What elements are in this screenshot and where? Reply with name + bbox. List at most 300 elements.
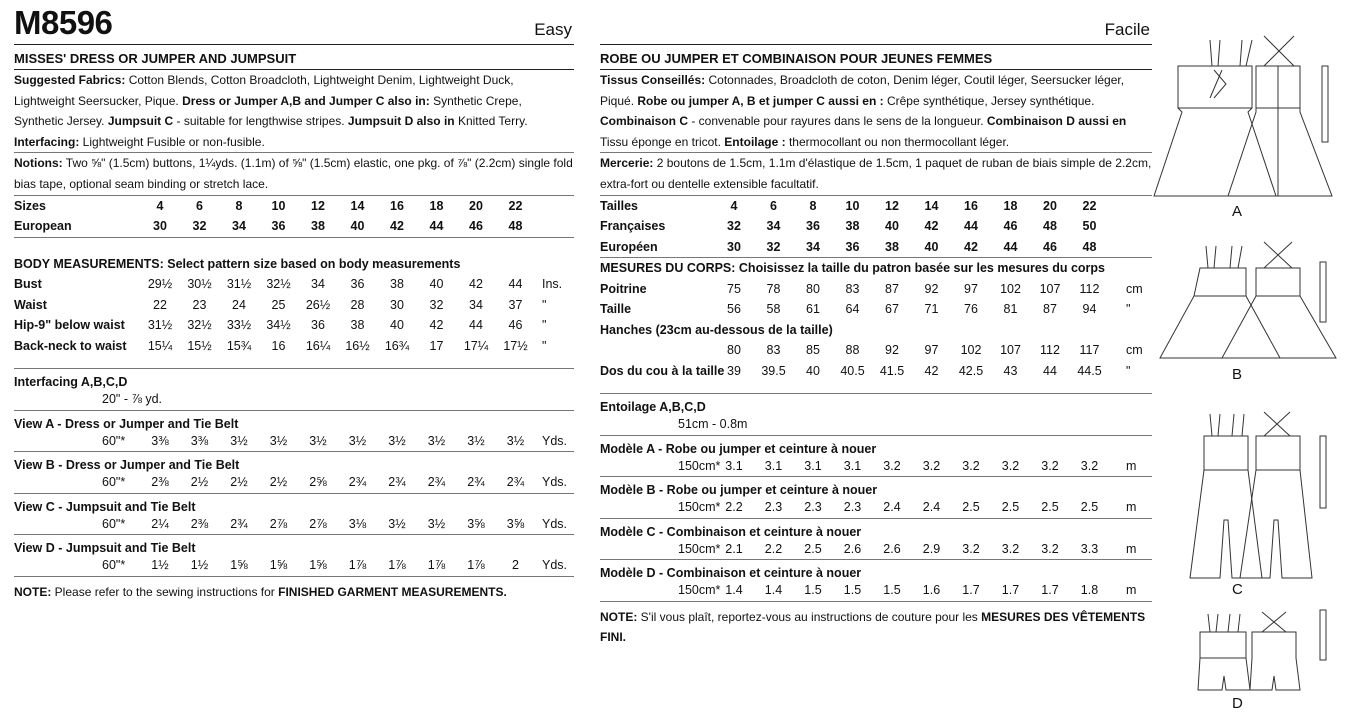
table-cell: 3½ [506,433,525,448]
table-cell: 41.5 [879,363,905,378]
table-cell: 44.5 [1077,363,1102,378]
note [14,577,574,602]
table-row [600,320,1152,341]
table-cell: 1.6 [922,583,941,598]
table-cell: 3.2 [883,458,901,473]
table-row [14,216,574,237]
table-cell: 23 [192,297,207,312]
table-cell: 18 [429,198,444,213]
unit-label: Yds. [542,433,568,448]
table-cell: 97 [924,343,939,358]
table-cell: 2¾ [467,475,485,490]
table-cell: 78 [766,281,781,296]
table-cell: 16 [390,198,404,213]
table-cell: 3⅜ [151,433,169,448]
row-label: Bust [14,277,42,292]
view-section [600,436,1152,478]
table-cell: 85 [806,343,820,358]
table-cell: 40 [390,318,404,333]
body-measurements-title: MESURES DU CORPS: Choisissez la taille du patron basée sur les mesures du corps [600,261,1106,276]
table-cell: 2.5 [1041,500,1059,515]
yardage-row [600,497,1152,518]
fabric-width: 150cm* [678,458,721,473]
text-run: Combinaison C [600,114,689,129]
table-cell: 44 [964,219,978,234]
interfacing-section [600,394,1152,436]
table-cell: 88 [845,343,860,358]
table-cell: 1⅞ [427,558,446,573]
text-run: Synthetic Crepe, Synthetic Jersey. [14,93,522,129]
table-cell: 2⅜ [190,516,209,531]
table-cell: 83 [845,281,860,296]
text-run: NOTE: [600,609,638,624]
table-cell: 16 [964,198,978,213]
unit-label: cm [1126,281,1143,296]
table-cell: 2¾ [388,475,406,490]
table-cell: 39 [727,363,741,378]
text-run: Robe ou jumper A, B et jumper C aussi en : [637,93,884,108]
table-cell: 20 [1043,198,1057,213]
text-run: Notions: [14,156,63,171]
table-cell: 29½ [147,277,173,292]
table-cell: 32 [429,297,444,312]
table-row [600,279,1152,300]
table-cell: 3.2 [1001,541,1020,556]
table-cell: 38 [390,277,404,292]
view-section [600,560,1152,602]
table-cell: 1½ [151,558,169,573]
yardage-views [14,411,574,577]
table-cell: 3½ [427,516,446,531]
unit-label: " [542,297,547,312]
table-cell: 15¾ [226,338,252,353]
table-cell: 80 [727,343,741,358]
view-heading: Modèle D - Combinaison et ceinture à nouer [600,566,862,581]
table-cell: 3.2 [922,458,941,473]
difficulty-label: Facile [1104,20,1150,39]
unit-label: Yds. [542,516,568,531]
table-cell: 3.2 [1001,458,1020,473]
text-run: FINISHED GARMENT MEASUREMENTS. [278,584,507,599]
unit-label: Ins. [542,277,563,292]
table-cell: 32½ [187,318,212,333]
yardage-row [14,555,574,576]
table-cell: 1.7 [962,583,980,598]
table-cell: 1.4 [725,583,743,598]
table-row [600,237,1152,258]
row-label: Hanches (23cm au-dessous de la taille) [600,322,833,337]
table-cell: 94 [1082,302,1097,317]
table-cell: 2.3 [764,500,783,515]
unit-label: m [1126,500,1137,515]
table-cell: 61 [806,302,820,317]
text-run: S'il vous plaît, reportez-vous au instructions de couture pour les [637,609,982,624]
table-cell: 16½ [345,338,370,353]
table-cell: 1⅝ [309,558,327,573]
table-cell: 2 [512,558,519,573]
table-cell: 17¼ [463,338,489,353]
view-d-back-sketch [1250,612,1300,690]
table-cell: 4 [730,198,738,213]
table-cell: 81 [1003,302,1018,317]
table-cell: 40 [350,219,365,234]
view-heading: View C - Jumpsuit and Tie Belt [14,499,196,514]
note [600,602,1152,647]
text-run: NOTE: [14,584,52,599]
fabrics-paragraph [600,70,1152,153]
table-cell: 6 [196,198,203,213]
table-cell: 2½ [190,475,209,490]
view-illustrations [1152,0,1366,717]
text-run: Cotton Blends, Cotton Broadcloth, Lightweight Denim, Lightweight Duck, Lightweight Seersucker, Pique. [14,73,514,108]
table-cell: 44 [1003,239,1018,254]
table-cell: 112 [1079,281,1100,296]
spacer [14,356,574,368]
view-b-belt-sketch [1320,262,1326,322]
fabric-width: 60"* [102,475,126,490]
table-cell: 2¾ [230,516,248,531]
table-cell: 36 [806,219,820,234]
french-column [600,0,1152,647]
view-heading: Modèle B - Robe ou jumper et ceinture à nouer [600,483,878,498]
table-cell: 2⅜ [151,475,169,490]
yardage-views [600,436,1152,602]
table-cell: 2⅞ [309,516,327,531]
table-cell: 48 [1043,219,1057,234]
text-run: Combinaison D aussi en [986,114,1127,129]
table-cell: 2.5 [1080,500,1099,515]
table-cell: 44 [429,219,444,234]
body-measurements [600,258,1152,394]
table-cell: 2.3 [843,500,862,515]
table-cell: 3⅜ [190,433,209,448]
table-cell: 2.3 [804,500,822,515]
table-cell: 18 [1003,198,1018,213]
table-cell: 10 [845,198,860,213]
table-cell: 30½ [187,277,212,292]
table-row [14,315,574,336]
row-label: Waist [14,297,47,312]
table-cell: 15½ [187,338,212,353]
body-measurements [14,254,574,370]
table-cell: 16¼ [305,338,331,353]
text-run: Two ⅝" (1.5cm) buttons, 1¼yds. (1.1m) of ⅝" (1.5cm) elastic, one pkg. of ⅞" (2.2cm) single fold bias tape, optional seam binding or stretch lace. [14,156,573,191]
table-cell: 1⅝ [269,558,288,573]
table-cell: 30 [727,239,741,254]
table-cell: 33½ [226,318,252,333]
table-cell: 42 [924,219,939,234]
table-cell: 102 [1000,281,1021,296]
section-title: MISSES' DRESS OR JUMPER AND JUMPSUIT [14,44,574,70]
table-cell: 26½ [305,297,331,312]
table-cell: 1⅞ [388,558,406,573]
row-label: Dos du cou à la taille [600,363,725,378]
view-a-belt-sketch [1322,66,1328,142]
view-d-belt-sketch [1320,610,1326,660]
text-run: Tissu éponge en tricot. [600,134,725,149]
table-cell: 2¾ [506,475,525,490]
table-cell: 2.1 [725,541,743,556]
table-cell: 25 [271,297,286,312]
table-cell: 2.2 [764,541,783,556]
table-cell: 3⅝ [506,516,525,531]
yardage-row [14,514,574,535]
table-cell: 71 [924,302,939,317]
interfacing-label: Interfacing A,B,C,D [14,375,128,390]
fabrics-paragraph [14,70,574,153]
unit-label: Yds. [542,558,568,573]
interfacing-section [14,369,574,411]
table-cell: 46 [508,318,523,333]
table-cell: 2.5 [804,541,822,556]
table-cell: 40 [806,363,820,378]
table-cell: 12 [885,198,899,213]
view-a-front-sketch [1154,40,1276,196]
table-cell: 2½ [230,475,248,490]
interfacing-value: 20" - ⅞ yd. [102,392,163,407]
table-cell: 34 [232,219,246,234]
table-cell: 22 [153,297,167,312]
view-section [600,477,1152,519]
table-cell: 92 [885,343,899,358]
view-c-belt-sketch [1320,436,1326,508]
table-row [14,274,574,295]
table-row [600,196,1152,217]
view-b-front-sketch [1160,246,1280,358]
table-cell: 87 [885,281,899,296]
difficulty-label: Easy [534,20,572,39]
yardage-row [14,472,574,493]
table-cell: 97 [964,281,978,296]
table-cell: 48 [1082,239,1097,254]
view-heading: View B - Dress or Jumper and Tie Belt [14,458,240,473]
fabric-width: 150cm* [678,583,721,598]
table-cell: 10 [271,198,286,213]
header [14,0,574,44]
text-run: thermocollant ou non thermocollant léger. [785,134,1010,149]
body-measurement-rows [14,274,574,356]
table-row [14,196,574,217]
table-cell: 83 [766,343,781,358]
table-cell: 34 [806,239,820,254]
table-cell: 40 [429,277,444,292]
table-cell: 6 [770,198,777,213]
text-run: Suggested Fabrics: [14,73,126,87]
table-cell: 1.4 [764,583,783,598]
unit-label: cm [1126,343,1143,358]
table-cell: 40.5 [840,363,865,378]
spacer [14,238,574,254]
table-cell: 3.3 [1080,541,1099,556]
table-cell: 2⅞ [269,516,288,531]
text-run: Crêpe synthétique, Jersey synthétique. [883,93,1095,108]
table-cell: 38 [350,318,365,333]
table-cell: 38 [311,219,325,234]
table-cell: 3.1 [843,458,862,473]
row-label: Tailles [600,198,638,213]
table-cell: 15¼ [147,338,173,353]
table-cell: 44 [508,277,523,292]
table-cell: 1⅝ [230,558,248,573]
table-cell: 38 [845,219,860,234]
table-cell: 2¾ [348,475,367,490]
unit-label: Yds. [542,475,568,490]
table-cell: 4 [156,198,164,213]
table-cell: 1.7 [1041,583,1059,598]
text-run: Knitted Terry. [454,114,528,129]
table-cell: 3½ [427,433,446,448]
table-cell: 39.5 [761,363,786,378]
table-cell: 44 [469,318,483,333]
notions-paragraph [600,153,1152,195]
text-run: MESURES DES VÊTEMENTS FINI. [600,609,1146,644]
table-cell: 87 [1043,302,1057,317]
table-cell: 8 [235,198,243,213]
table-cell: 3½ [388,516,406,531]
table-cell: 3.1 [804,458,822,473]
table-cell: 32 [727,219,741,234]
table-cell: 46 [1003,219,1018,234]
text-run: - suitable for lengthwise stripes. [173,114,348,129]
unit-label: " [1126,363,1131,378]
text-run: - convenable pour rayures dans le sens de la longueur. [688,114,987,129]
text-run: Please refer to the sewing instructions for [51,584,279,599]
table-row [600,216,1152,237]
table-cell: 30 [153,219,167,234]
body-measurements-title: BODY MEASUREMENTS: Select pattern size based on body measurements [14,256,461,271]
table-cell: 1.5 [843,583,862,598]
table-cell: 3⅛ [348,516,367,531]
table-cell: 1.5 [804,583,822,598]
table-cell: 37 [508,297,523,312]
yardage-row [600,456,1152,477]
table-cell: 17½ [503,338,528,353]
table-cell: 3½ [348,433,367,448]
row-label: Sizes [14,198,46,213]
table-cell: 14 [924,198,939,213]
text-run: Cotonnades, Broadcloth de coton, Denim léger, Coutil léger, Seersucker léger, Piqué. [600,73,1125,108]
table-cell: 36 [311,318,325,333]
view-section [600,519,1152,561]
table-cell: 2.4 [883,500,901,515]
table-cell: 34 [766,219,781,234]
table-cell: 1.7 [1001,583,1020,598]
fabric-width: 150cm* [678,541,721,556]
row-label: Back-neck to waist [14,338,127,353]
table-cell: 40 [924,239,939,254]
table-cell: 42.5 [958,363,984,378]
view-heading: Modèle C - Combinaison et ceinture à nouer [600,524,862,539]
table-cell: 34½ [266,318,291,333]
table-cell: 112 [1040,343,1060,358]
row-label: Hip-9" below waist [14,318,125,333]
table-cell: 3½ [230,433,248,448]
table-row [14,295,574,316]
body-measurement-rows [600,279,1152,382]
header [600,0,1152,44]
table-cell: 67 [885,302,899,317]
table-cell: 38 [885,239,899,254]
text-run: Jumpsuit D also in [347,114,455,129]
table-cell: 46 [1043,239,1057,254]
fabric-width: 150cm* [678,500,721,515]
text-run: Interfacing: [14,134,80,149]
table-cell: 2.5 [1001,500,1020,515]
table-cell: 22 [1082,198,1097,213]
view-c-front-sketch [1190,414,1262,578]
unit-label: m [1126,541,1137,556]
text-run: Mercerie: [600,156,654,171]
table-cell: 3.1 [764,458,783,473]
yardage-row [600,539,1152,560]
table-cell: 8 [809,198,817,213]
text-run: 2 boutons de 1.5cm, 1.1m d'élastique de 1.5cm, 1 paquet de ruban de biais simple de 2.2cm, extra-fort ou dentelle extensible facultatif. [600,156,1152,191]
table-cell: 2¼ [151,516,169,531]
table-cell: 2¾ [427,475,446,490]
table-cell: 107 [1000,343,1021,358]
unit-label: m [1126,583,1137,598]
view-heading: View A - Dress or Jumper and Tie Belt [14,416,239,431]
table-cell: 3½ [309,433,327,448]
table-cell: 3.2 [1080,458,1099,473]
view-d-front-sketch [1198,614,1250,690]
table-cell: 42 [924,363,939,378]
table-cell: 2⅝ [309,475,327,490]
row-label: Européen [600,239,658,254]
table-cell: 46 [469,219,483,234]
table-cell: 2.4 [922,500,941,515]
table-cell: 3⅝ [467,516,485,531]
view-heading: View D - Jumpsuit and Tie Belt [14,541,196,556]
table-cell: 32½ [266,277,291,292]
table-cell: 34 [469,297,483,312]
table-cell: 3½ [388,433,406,448]
spacer [600,381,1152,393]
text-run: Tissus Conseillés: [600,73,706,87]
table-cell: 42 [429,318,444,333]
table-cell: 1½ [190,558,209,573]
pattern-number: M8596 [14,4,113,41]
view-heading: Modèle A - Robe ou jumper et ceinture à nouer [600,441,877,456]
table-row [600,299,1152,320]
text-run: Jumpsuit C [107,114,174,129]
table-row [14,336,574,357]
table-cell: 32 [766,239,781,254]
view-letter-d: D [1232,695,1243,712]
table-cell: 56 [727,302,741,317]
table-cell: 1⅞ [348,558,367,573]
table-cell: 50 [1082,219,1097,234]
text-run: Entoilage : [724,134,786,149]
table-cell: 14 [350,198,365,213]
table-cell: 2.6 [883,541,901,556]
row-label: European [14,219,72,234]
view-letter-b: B [1232,366,1243,383]
table-cell: 16 [271,338,286,353]
table-cell: 64 [845,302,860,317]
table-cell: 107 [1039,281,1061,296]
unit-label: " [1126,302,1131,317]
yardage-row [14,431,574,452]
table-cell: 80 [806,281,820,296]
table-cell: 1.8 [1080,583,1099,598]
table-cell: 28 [350,297,365,312]
view-section [14,535,574,577]
table-cell: 44 [1043,363,1057,378]
yardage-row [600,580,1152,601]
table-cell: 48 [508,219,523,234]
table-cell: 42 [390,219,404,234]
